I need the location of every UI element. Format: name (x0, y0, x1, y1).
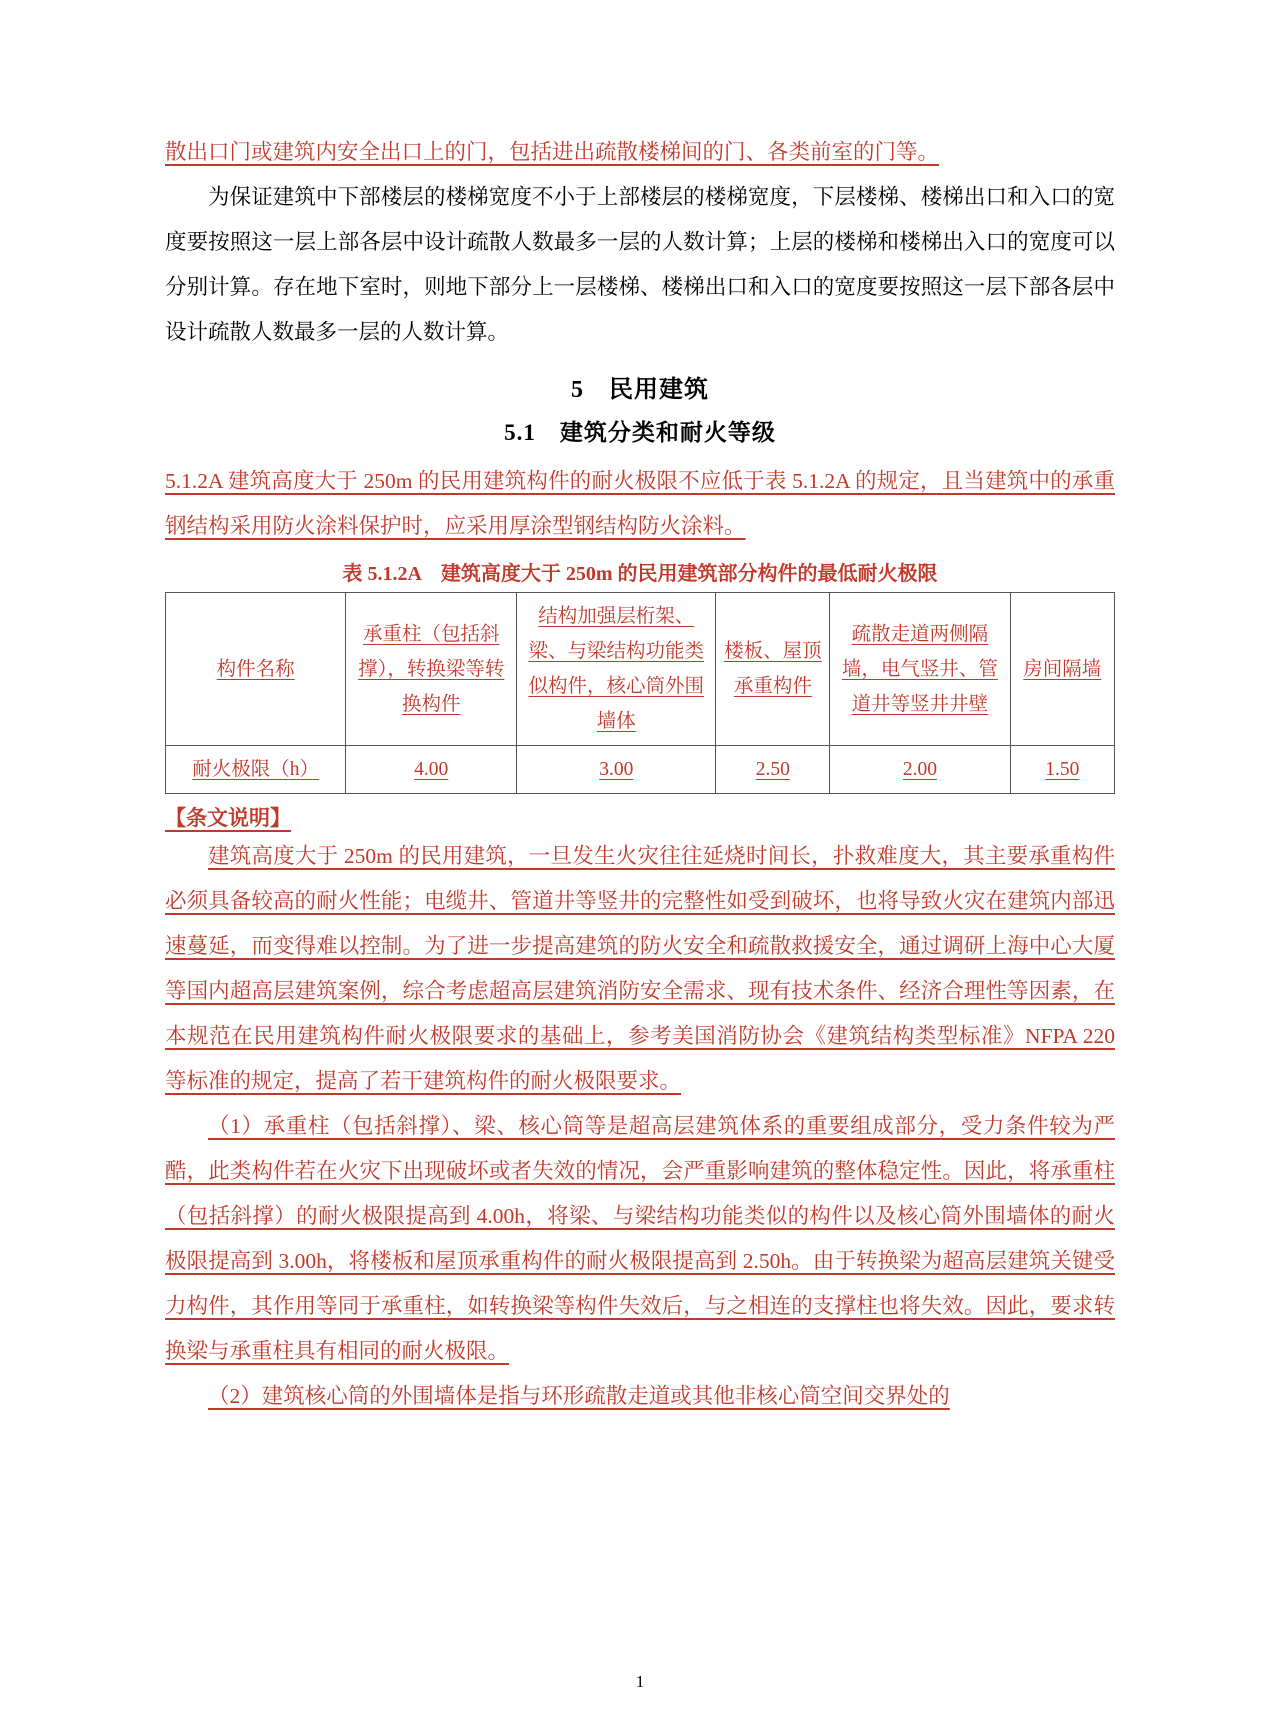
table-header-row (166, 593, 1115, 746)
table-cell-value-4 (1010, 746, 1114, 794)
note-heading-wrap (165, 794, 1115, 834)
header-text-4: 疏散走道两侧隔墙，电气竖井、管道井等竖井井壁 (841, 623, 998, 715)
section-title: 5.1 建筑分类和耐火等级 (504, 420, 776, 445)
table-data-row (166, 746, 1115, 794)
table-row-label (166, 746, 346, 794)
header-text-0: 构件名称 (216, 658, 295, 680)
value-text-1: 3.00 (599, 759, 634, 780)
page-number: 1 (635, 1672, 645, 1691)
note-paragraph-3: （2）建筑核心筒的外围墙体是指与环形疏散走道或其他非核心筒空间交界处的 (208, 1384, 950, 1408)
table-cell-value-0 (346, 746, 517, 794)
header-text-2: 结构加强层桁架、梁、与梁结构功能类似构件，核心筒外围墙体 (528, 606, 704, 732)
fire-resistance-table (165, 592, 1115, 794)
row-label-text: 耐火极限（h） (192, 759, 320, 780)
clause-5-1-2a: 5.1.2A 建筑高度大于 250m 的民用建筑构件的耐火极限不应低于表 5.1.2A 的规定，且当建筑中的承重钢结构采用防火涂料保护时，应采用厚涂型钢结构防火涂料。 (165, 469, 1115, 538)
note-paragraph-1: 建筑高度大于 250m 的民用建筑，一旦发生火灾往往延烧时间长，扑救难度大，其主要承重构件必须具备较高的耐火性能；电缆井、管道井等竖井的完整性如受到破坏，也将导致火灾在建筑内部迅速蔓延，而变得难以控制。为了进一步提高建筑的防火安全和疏散救援安全，通过调研上海中心大厦等国内超高层建筑案例，综合考虑超高层建筑消防安全需求、现有技术条件、经济合理性等因素，在本规范在民用建筑构件耐火极限要求的基础上，参考美国消防协会《建筑结构类型标准》NFPA 220 等标准的规定，提高了若干建筑构件的耐火极限要求。 (165, 844, 1115, 1093)
table-header-cell-2 (517, 593, 716, 746)
table-cell-value-1 (517, 746, 716, 794)
value-text-4: 1.50 (1045, 759, 1080, 780)
table-header-cell-4 (830, 593, 1010, 746)
table-header-cell-1 (346, 593, 517, 746)
table-header-cell-0 (166, 593, 346, 746)
table-header-cell-5 (1010, 593, 1114, 746)
table-header-cell-3 (716, 593, 830, 746)
body-paragraph-1: 为保证建筑中下部楼层的楼梯宽度不小于上部楼层的楼梯宽度，下层楼梯、楼梯出口和入口的宽度要按照这一层上部各层中设计疏散人数最多一层的人数计算；上层的楼梯和楼梯出入口的宽度可以分别计算。存在地下室时，则地下部分上一层楼梯、楼梯出口和入口的宽度要按照这一层下部各层中设计疏散人数最多一层的人数计算。 (165, 185, 1115, 344)
continued-paragraph: 散出口门或建筑内安全出口上的门，包括进出疏散楼梯间的门、各类前室的门等。 (165, 140, 940, 164)
value-text-0: 4.00 (414, 759, 449, 780)
table-cell-value-2 (716, 746, 830, 794)
note-heading: 【条文说明】 (165, 806, 291, 830)
note-paragraph-2: （1）承重柱（包括斜撑）、梁、核心筒等是超高层建筑体系的重要组成部分，受力条件较为严酷，此类构件若在火灾下出现破坏或者失效的情况，会严重影响建筑的整体稳定性。因此，将承重柱（包括斜撑）的耐火极限提高到 4.00h，将梁、与梁结构功能类似的构件以及核心筒外围墙体的耐火极限提高到 3.00h，将楼板和屋顶承重构件的耐火极限提高到 2.50h。由于转换梁为超高层建筑关键受力构件，其作用等同于承重柱，如转换梁等构件失效后，与之相连的支撑柱也将失效。因此，要求转换梁与承重柱具有相同的耐火极限。 (165, 1114, 1115, 1363)
value-text-2: 2.50 (755, 759, 790, 780)
table-caption: 表 5.1.2A 建筑高度大于 250m 的民用建筑部分构件的最低耐火极限 (342, 563, 938, 585)
header-text-5: 房间隔墙 (1023, 658, 1102, 680)
value-text-3: 2.00 (902, 759, 937, 780)
table-cell-value-3 (830, 746, 1010, 794)
chapter-title: 5 民用建筑 (571, 377, 709, 403)
header-text-3: 楼板、屋顶承重构件 (724, 641, 822, 697)
header-text-1: 承重柱（包括斜撑），转换梁等转换构件 (358, 623, 505, 715)
